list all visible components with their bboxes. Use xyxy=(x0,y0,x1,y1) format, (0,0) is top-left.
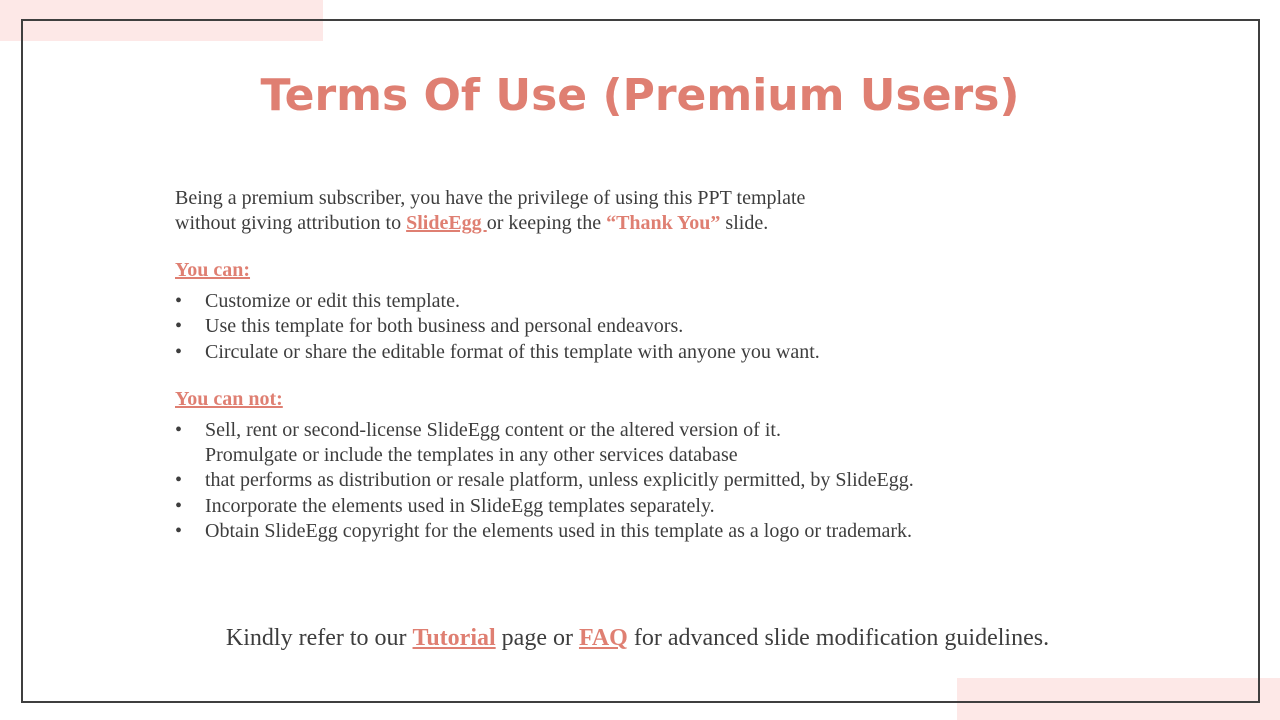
intro-line-2-start: without giving attribution to xyxy=(175,212,407,234)
intro-line-2-end: slide. xyxy=(720,212,769,234)
list-item xyxy=(175,340,1075,365)
list-item xyxy=(175,494,1075,519)
tutorial-link[interactable]: Tutorial xyxy=(412,625,496,651)
you-can-heading: You can: xyxy=(175,259,251,281)
list-item-text: Use this template for both business and personal endeavors. xyxy=(205,315,684,338)
thank-you-highlight: “Thank You” xyxy=(606,212,721,234)
bullet-icon: • xyxy=(175,418,183,441)
intro-line-2-middle: or keeping the xyxy=(486,212,607,234)
footer-text-middle: page or xyxy=(495,625,579,651)
bullet-icon: • xyxy=(175,494,183,517)
terms-body xyxy=(175,186,1075,544)
footer-text-end: for advanced slide modification guidelines. xyxy=(627,625,1050,651)
list-item-text: Promulgate or include the templates in any other services database xyxy=(205,444,738,467)
you-can-not-list xyxy=(175,418,1075,544)
list-item xyxy=(175,314,1075,339)
list-item-text: Sell, rent or second-license SlideEgg content or the altered version of it. xyxy=(205,418,781,441)
bullet-icon: • xyxy=(175,315,183,338)
bullet-icon: • xyxy=(175,469,183,492)
intro-paragraph xyxy=(175,186,1075,236)
bullet-icon: • xyxy=(175,340,183,363)
you-can-not-heading: You can not: xyxy=(175,387,283,410)
faq-link[interactable]: FAQ xyxy=(578,625,628,651)
footer-text-start: Kindly refer to our xyxy=(225,625,413,651)
list-item-text: Obtain SlideEgg copyright for the elements used in this template as a logo or trademark. xyxy=(205,520,913,543)
list-item xyxy=(175,289,1075,314)
bullet-icon: • xyxy=(175,290,183,312)
bullet-icon: • xyxy=(175,520,183,543)
footer-note xyxy=(0,622,1275,654)
page-title: Terms Of Use (Premium Users) xyxy=(260,70,1020,121)
list-item xyxy=(175,468,1075,493)
list-item-text: that performs as distribution or resale platform, unless explicitly permitted, by SlideEgg. xyxy=(205,469,914,492)
slideegg-link[interactable]: SlideEgg xyxy=(406,212,487,234)
list-item-text: Circulate or share the editable format of this template with anyone you want. xyxy=(205,340,820,363)
intro-line-1: Being a premium subscriber, you have the privilege of using this PPT template xyxy=(175,187,806,209)
list-item xyxy=(175,519,1075,544)
list-item-text: Customize or edit this template. xyxy=(205,290,460,312)
you-can-list xyxy=(175,289,1075,365)
list-item-continuation xyxy=(175,443,1075,468)
list-item xyxy=(175,418,1075,443)
list-item-text: Incorporate the elements used in SlideEgg templates separately. xyxy=(205,494,715,517)
